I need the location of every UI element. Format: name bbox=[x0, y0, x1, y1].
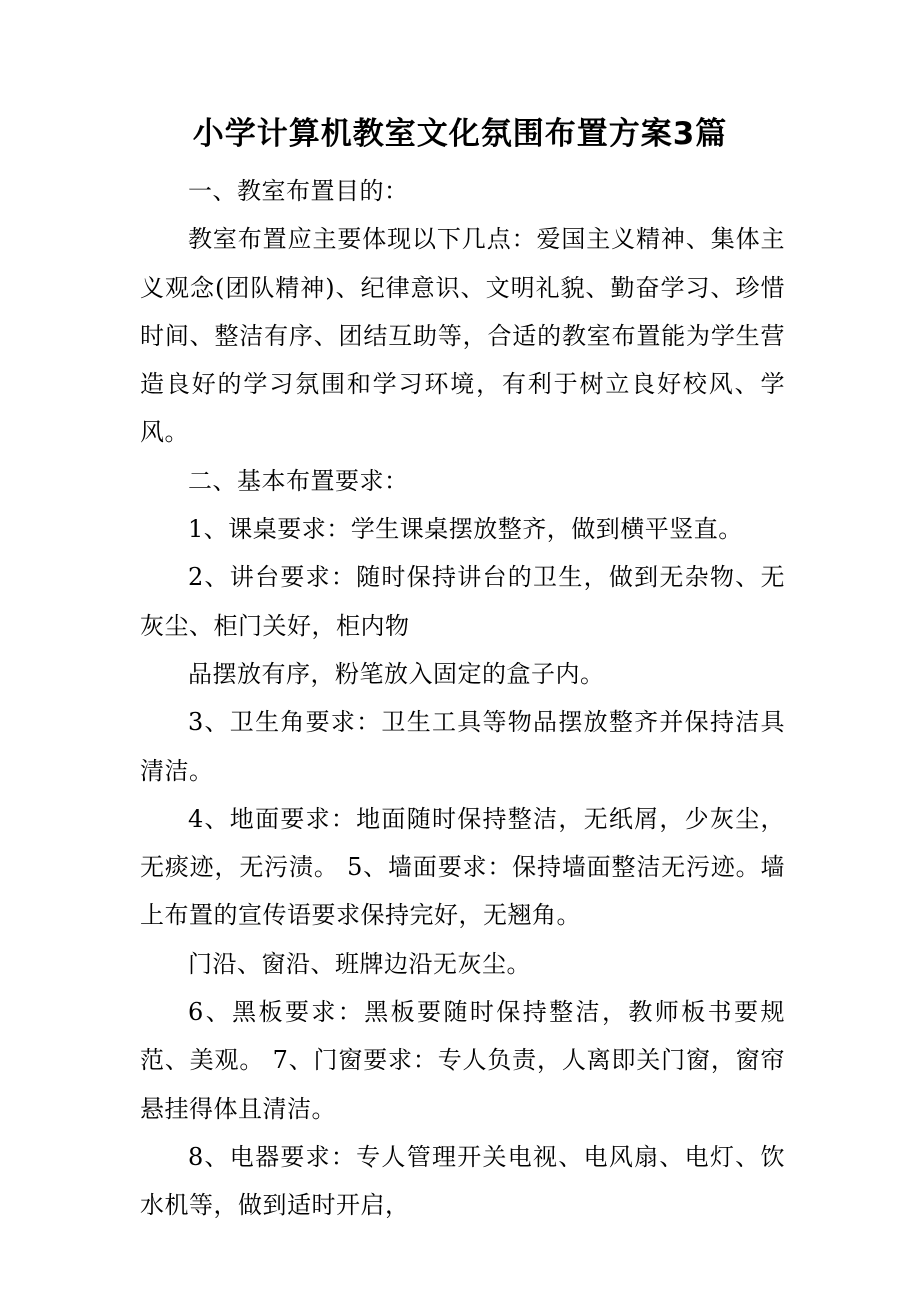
paragraph-hygiene-corner-requirement: 3、卫生角要求：卫生工具等物品摆放整齐并保持洁具清洁。 bbox=[140, 708, 785, 785]
paragraph-desk-requirement: 1、课桌要求：学生课桌摆放整齐，做到横平竖直。 bbox=[188, 515, 743, 544]
document-body bbox=[140, 167, 785, 1230]
paragraph-door-window-edges: 门沿、窗沿、班牌边沿无灰尘。 bbox=[188, 949, 531, 978]
paragraph-floor-wall-requirement: 4、地面要求：地面随时保持整洁，无纸屑，少灰尘，无痰迹，无污渍。 5、墙面要求：保持墙面整洁无污迹。墙上布置的宣传语要求保持完好，无翘角。 bbox=[140, 804, 785, 930]
paragraph-blackboard-window-requirement: 6、黑板要求：黑板要随时保持整洁，教师板书要规范、美观。 7、门窗要求：专人负责，人离即关门窗，窗帘悬挂得体且清洁。 bbox=[140, 998, 785, 1123]
document-title: 小学计算机教室文化氛围布置方案3篇 bbox=[192, 116, 728, 152]
section-heading-requirements: 二、基本布置要求： bbox=[188, 466, 409, 495]
paragraph-electrical-requirement: 8、电器要求：专人管理开关电视、电风扇、电灯、饮水机等，做到适时开启， bbox=[140, 1142, 785, 1220]
paragraph-purpose-details: 教室布置应主要体现以下几点：爱国主义精神、集体主义观念(团队精神)、纪律意识、文明礼貌、勤奋学习、珍惜时间、整洁有序、团结互助等，合适的教室布置能为学生营造良好的学习氛围和学习环境，有利于树立良好校风、学风。 bbox=[140, 225, 785, 447]
paragraph-podium-requirement: 2、讲台要求：随时保持讲台的卫生，做到无杂物、无灰尘、柜门关好，柜内物 bbox=[140, 563, 785, 640]
paragraph-podium-continued: 品摆放有序，粉笔放入固定的盒子内。 bbox=[188, 659, 605, 688]
section-heading-purpose: 一、教室布置目的： bbox=[188, 177, 409, 205]
